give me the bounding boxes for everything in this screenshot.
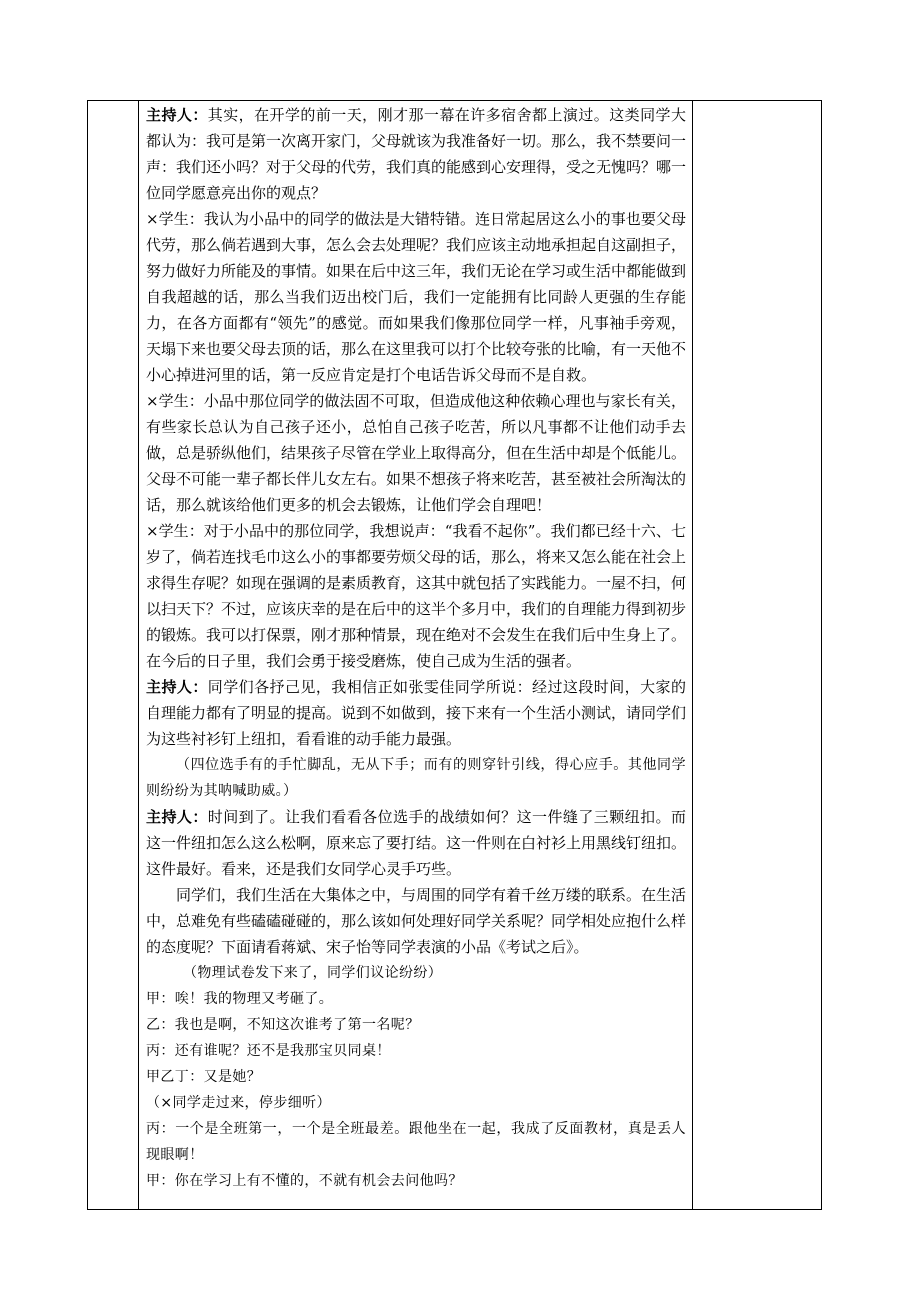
paragraph-text: （物理试卷发下来了，同学们议论纷纷） [183, 965, 443, 981]
dialog-line [146, 1116, 686, 1168]
speaker-label: 主持人： [146, 106, 208, 124]
paragraph-host-4 [146, 882, 686, 960]
paragraph-text: 其实，在开学的前一天，刚才那一幕在许多宿舍都上演过。这类同学大都认为：我可是第一次离开家门，父母就该为我准备好一切。那么，我不禁要问一声：我们还小吗？对于父母的代劳，我们真的能感到心安理得，受之无愧吗？哪一位同学愿意亮出你的观点？ [146, 106, 687, 202]
paragraph-host-1 [146, 102, 686, 206]
paragraph-text: ×学生：小品中那位同学的做法固不可取，但造成他这种依赖心理也与家长有关，有些家长总认为自己孩子还小，总怕自己孩子吃苦，所以凡事都不让他们动手去做，总是骄纵他们，结果孩子尽管在学业上取得高分，但在生活中却是个低能儿。父母不可能一辈子都长伴儿女左右。如果不想孩子将来吃苦，甚至被社会所淘汰的话，那么就该给他们更多的机会去锻炼，让他们学会自理吧！ [146, 392, 687, 514]
paragraph-student-1 [146, 206, 686, 388]
paragraph-host-2 [146, 674, 686, 752]
paragraph-text: 丙：一个是全班第一，一个是全班最差。跟他坐在一起，我成了反面教材，真是丢人现眼啊！ [146, 1121, 686, 1163]
script-content [139, 102, 692, 1194]
paragraph-student-3 [146, 518, 686, 674]
content-column-cell [139, 101, 693, 1210]
paragraph-host-3 [146, 804, 686, 882]
speaker-label: 主持人： [146, 808, 208, 826]
stage-direction-1 [146, 752, 686, 804]
paragraph-text: ×学生：我认为小品中的同学的做法是大错特错。连日常起居这么小的事也要父母代劳，那么倘若遇到大事，怎么会去处理呢？我们应该主动地承担起自这副担子，努力做好力所能及的事情。如果在后中这三年，我们无论在学习或生活中都能做到自我超越的话，那么当我们迈出校门后，我们一定能拥有比同龄人更强的生存能力，在各方面都有“领先”的感觉。而如果我们像那位同学一样，凡事袖手旁观，天塌下来也要父母去顶的话，那么在这里我可以打个比较夸张的比喻，有一天他不小心掉进河里的话，第一反应肯定是打个电话告诉父母而不是自救。 [146, 210, 687, 384]
left-column-cell [88, 101, 139, 1210]
stage-direction-2 [146, 960, 686, 986]
paragraph-student-2 [146, 388, 686, 518]
paragraph-text: 乙：我也是啊，不知这次谁考了第一名呢？ [146, 1017, 420, 1033]
paragraph-text: （×同学走过来，停步细听） [146, 1095, 331, 1111]
dialog-line [146, 1038, 686, 1064]
paragraph-text: 甲：唉！我的物理又考砸了。 [146, 991, 334, 1007]
paragraph-text: 甲：你在学习上有不懂的，不就有机会去问他吗？ [146, 1173, 463, 1189]
dialog-line [146, 1012, 686, 1038]
paragraph-text: 丙：还有谁呢？还不是我那宝贝同桌！ [146, 1043, 391, 1059]
dialog-line [146, 986, 686, 1012]
speaker-label: 主持人： [146, 678, 208, 696]
dialog-line [146, 1064, 686, 1090]
dialog-line [146, 1168, 686, 1194]
paragraph-text: ×学生：对于小品中的那位同学，我想说声：“我看不起你”。我们都已经十六、七岁了，倘若连找毛巾这么小的事都要劳烦父母的话，那么，将来又怎么能在社会上求得生存呢？如现在强调的是素质教育，这其中就包括了实践能力。一屋不扫，何以扫天下？不过，应该庆幸的是在后中的这半个多月中，我们的自理能力得到初步的锻炼。我可以打保票，刚才那种情景，现在绝对不会发生在我们后中生身上了。在今后的日子里，我们会勇于接受磨炼，使自己成为生活的强者。 [146, 522, 687, 670]
paragraph-text: 同学们各抒己见，我相信正如张雯佳同学所说：经过这段时间，大家的自理能力都有了明显的提高。说到不如做到，接下来有一个生活小测试，请同学们为这些衬衫钉上纽扣，看看谁的动手能力最强。 [146, 678, 687, 748]
dialog-line [146, 1090, 686, 1116]
paragraph-text: 时间到了。让我们看看各位选手的战绩如何？这一件缝了三颗纽扣。而这一件纽扣怎么这么松啊，原来忘了要打结。这一件则在白衬衫上用黑线钉纽扣。这件最好。看来，还是我们女同学心灵手巧些。 [146, 808, 687, 878]
right-column-cell [693, 101, 822, 1210]
lesson-plan-table [87, 100, 822, 1210]
paragraph-text: 甲乙丁：又是她？ [146, 1069, 262, 1085]
table-row [88, 101, 822, 1210]
paragraph-text: （四位选手有的手忙脚乱，无从下手；而有的则穿针引线，得心应手。其他同学则纷纷为其呐喊助威。） [146, 757, 686, 799]
paragraph-text: 同学们，我们生活在大集体之中，与周围的同学有着千丝万缕的联系。在生活中，总难免有些磕磕碰碰的，那么该如何处理好同学关系呢？同学相处应抱什么样的态度呢？下面请看蒋斌、宋子怡等同学表演的小品《考试之后》。 [146, 886, 687, 956]
